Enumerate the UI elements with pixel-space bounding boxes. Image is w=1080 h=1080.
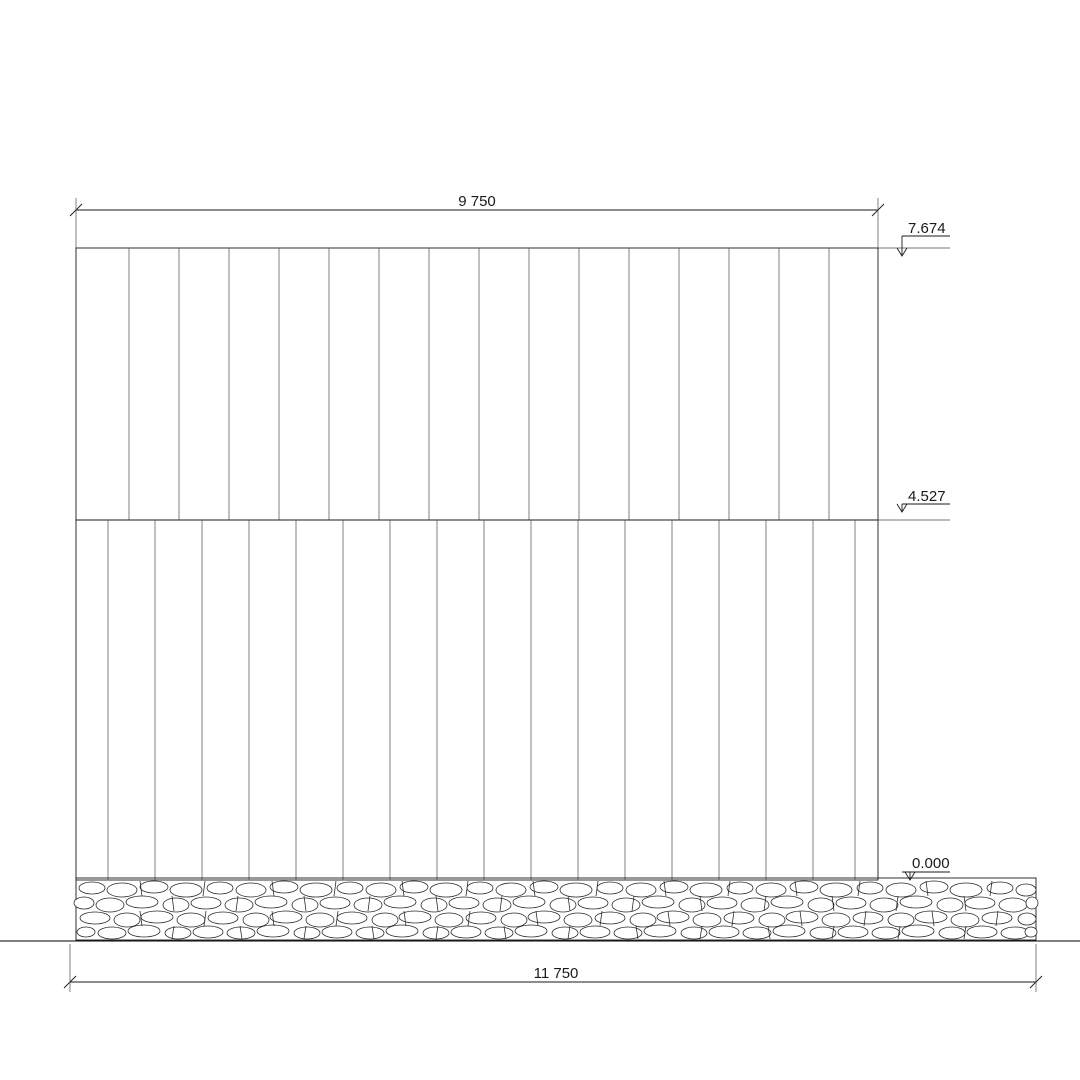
level-marker-floor-label: 4.527	[908, 488, 946, 505]
bottom-dimension-label: 11 750	[533, 965, 579, 982]
stone-plinth	[74, 878, 1038, 940]
lower-wall-panel	[76, 520, 878, 880]
level-marker-ground-label: 0.000	[912, 855, 950, 872]
level-marker-roof-label: 7.674	[908, 220, 946, 237]
top-dimension-label: 9 750	[458, 193, 496, 210]
level-marker-floor-group	[878, 488, 950, 520]
level-marker-ground-group	[902, 855, 950, 880]
upper-wall-panel	[76, 248, 878, 520]
bottom-dimension-group	[64, 944, 1042, 992]
level-marker-roof-group	[878, 220, 950, 256]
stone-hatch	[74, 881, 1038, 939]
top-dimension-group	[70, 193, 884, 250]
